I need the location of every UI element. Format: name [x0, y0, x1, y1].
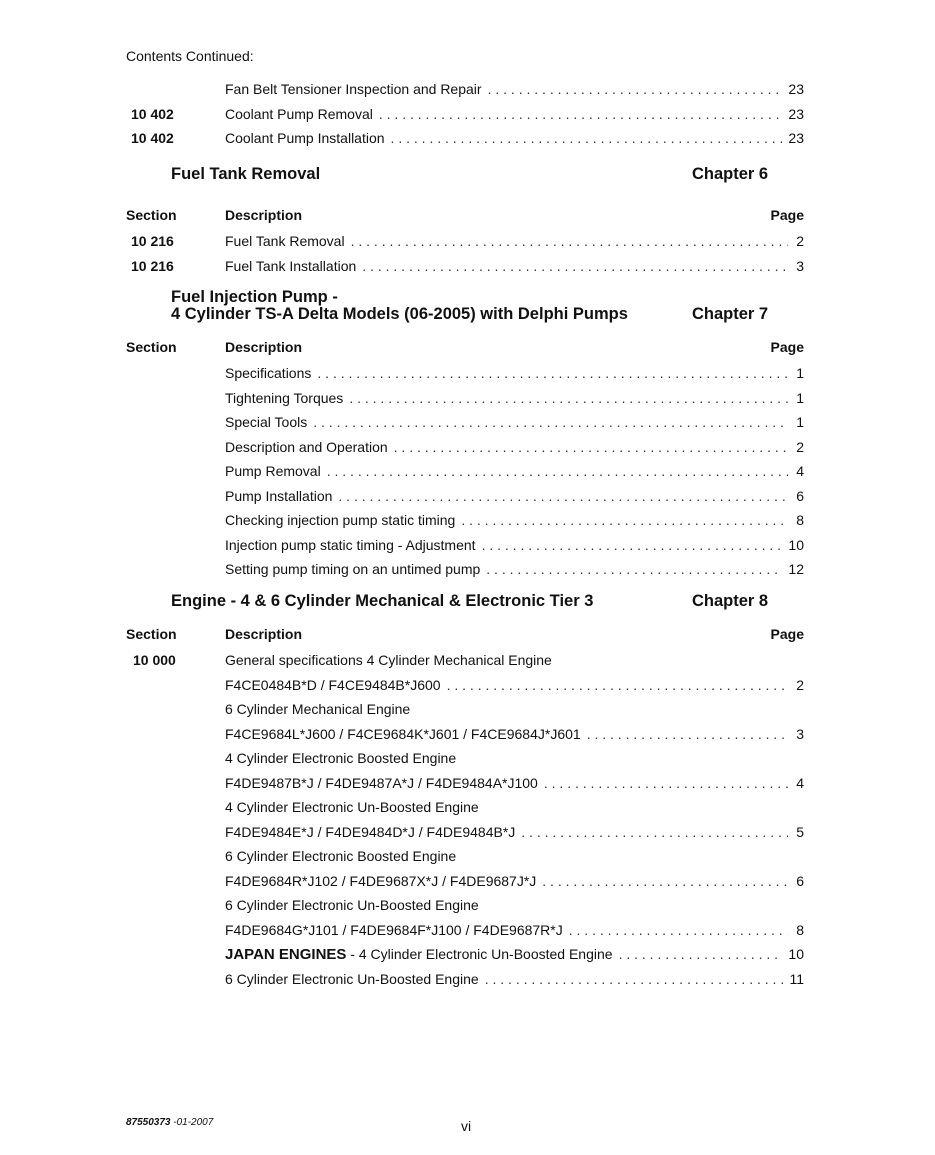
toc-row[interactable] [126, 773, 804, 793]
toc-row[interactable] [126, 822, 804, 842]
toc-description: F4DE9484E*J / F4DE9484D*J / F4DE9484B*J [225, 824, 516, 840]
chapter-7-label: Chapter 7 [692, 305, 769, 323]
page-number: 10 [788, 537, 804, 553]
column-header [126, 626, 804, 646]
column-header [126, 339, 804, 359]
toc-description: Setting pump timing on an untimed pump [225, 561, 481, 577]
toc-row[interactable] [126, 486, 804, 506]
toc-description: Coolant Pump Installation [225, 130, 385, 146]
leader-dots [569, 920, 788, 940]
toc-row[interactable] [126, 388, 804, 408]
japan-engines-description: - 4 Cylinder Electronic Un-Boosted Engine [346, 946, 613, 962]
page-number: 4 [796, 463, 804, 479]
page-number: 23 [788, 81, 804, 97]
toc-description [225, 944, 613, 965]
leader-dots [447, 675, 788, 695]
leader-dots [521, 822, 788, 842]
leader-dots [486, 559, 782, 579]
leader-dots [338, 486, 788, 506]
toc-description: Fuel Tank Installation [225, 258, 357, 274]
page-number: 23 [788, 106, 804, 122]
description-column-header: Description [225, 207, 303, 223]
toc-row[interactable] [126, 461, 804, 481]
leader-dots [488, 79, 783, 99]
page-number: 1 [796, 365, 804, 381]
leader-dots [379, 104, 783, 124]
section-number: 10 216 [131, 258, 174, 274]
chapter-8-label: Chapter 8 [692, 592, 769, 610]
page-number: 6 [796, 488, 804, 504]
toc-row[interactable] [126, 650, 804, 670]
leader-dots [542, 871, 788, 891]
leader-dots [619, 944, 783, 964]
section-column-header: Section [126, 339, 177, 355]
toc-description: Tightening Torques [225, 390, 344, 406]
contents-continued-label: Contents Continued: [126, 48, 254, 64]
leader-dots [461, 510, 788, 530]
toc-description: 4 Cylinder Electronic Boosted Engine [225, 750, 457, 766]
toc-row[interactable] [126, 724, 804, 744]
toc-row[interactable] [126, 920, 804, 940]
toc-row[interactable] [126, 871, 804, 891]
toc-description: Fan Belt Tensioner Inspection and Repair [225, 81, 482, 97]
leader-dots [349, 388, 788, 408]
page-number: 2 [796, 677, 804, 693]
page-number: 2 [796, 439, 804, 455]
description-column-header: Description [225, 339, 303, 355]
toc-row[interactable] [126, 104, 804, 124]
page-number: 1 [796, 414, 804, 430]
toc-description: 6 Cylinder Mechanical Engine [225, 701, 411, 717]
toc-description: Specifications [225, 365, 312, 381]
toc-description: F4DE9684G*J101 / F4DE9684F*J100 / F4DE9687R*J [225, 922, 563, 938]
page-number: 10 [788, 946, 804, 962]
toc-description: 6 Cylinder Electronic Boosted Engine [225, 848, 457, 864]
toc-row[interactable] [126, 675, 804, 695]
toc-row[interactable] [126, 510, 804, 530]
page-number: 8 [796, 512, 804, 528]
japan-engines-label: JAPAN ENGINES [225, 946, 347, 963]
toc-description: Coolant Pump Removal [225, 106, 373, 122]
section-number: 10 402 [131, 106, 174, 122]
section-column-header: Section [126, 207, 177, 223]
page-number: 8 [796, 922, 804, 938]
doc-number: 87550373 [126, 1117, 171, 1128]
leader-dots [313, 412, 788, 432]
leader-dots [317, 363, 788, 383]
chapter-7-title-line2: 4 Cylinder TS-A Delta Models (06-2005) with Delphi Pumps [171, 305, 628, 323]
toc-description: General specifications 4 Cylinder Mechanical Engine [225, 652, 552, 668]
toc-row[interactable] [126, 559, 804, 579]
page-number: 3 [796, 726, 804, 742]
column-header [126, 207, 804, 227]
page-column-header: Page [770, 626, 804, 642]
page-number: 4 [796, 775, 804, 791]
leader-dots [587, 724, 788, 744]
chapter-6-title: Fuel Tank Removal [171, 165, 321, 183]
toc-description: F4DE9684R*J102 / F4DE9687X*J / F4DE9687J*J [225, 873, 537, 889]
toc-row[interactable] [126, 535, 804, 555]
leader-dots [351, 231, 788, 251]
leader-dots [482, 535, 783, 555]
leader-dots [391, 128, 783, 148]
toc-row[interactable] [126, 363, 804, 383]
chapter-7-title-line1: Fuel Injection Pump - [171, 288, 338, 306]
page-column-header: Page [770, 207, 804, 223]
description-column-header: Description [225, 626, 303, 642]
leader-dots [327, 461, 788, 481]
toc-description: Fuel Tank Removal [225, 233, 345, 249]
leader-dots [394, 437, 788, 457]
toc-description: Description and Operation [225, 439, 388, 455]
toc-description: 6 Cylinder Electronic Un-Boosted Engine [225, 971, 479, 987]
page-number: 5 [796, 824, 804, 840]
doc-date: -01-2007 [170, 1117, 214, 1128]
toc-row[interactable] [126, 437, 804, 457]
leader-dots [362, 256, 788, 276]
chapter-6-label: Chapter 6 [692, 165, 769, 183]
page-number: 11 [789, 971, 804, 987]
toc-row[interactable] [126, 699, 804, 719]
page-number: 23 [788, 130, 804, 146]
toc-row[interactable] [126, 748, 804, 768]
toc-description: Pump Installation [225, 488, 333, 504]
section-number: 10 402 [131, 130, 174, 146]
toc-row[interactable] [126, 256, 804, 276]
toc-description: F4CE9684L*J600 / F4CE9684K*J601 / F4CE9684J*J601 [225, 726, 581, 742]
page-number-footer: vi [461, 1118, 472, 1134]
section-number: 10 000 [133, 652, 176, 668]
toc-row[interactable] [126, 895, 804, 915]
page-number: 1 [796, 390, 804, 406]
section-number: 10 216 [131, 233, 174, 249]
page-column-header: Page [770, 339, 804, 355]
toc-description: Special Tools [225, 414, 308, 430]
page-number: 3 [796, 258, 804, 274]
section-column-header: Section [126, 626, 177, 642]
toc-row[interactable] [126, 412, 804, 432]
page-number: 2 [796, 233, 804, 249]
page-number: 12 [788, 561, 804, 577]
toc-description: Checking injection pump static timing [225, 512, 456, 528]
toc-row[interactable] [126, 128, 804, 148]
leader-dots [485, 969, 784, 989]
footer-doc-info [126, 1117, 213, 1128]
leader-dots [544, 773, 788, 793]
toc-row[interactable] [126, 944, 804, 964]
page-number: 6 [796, 873, 804, 889]
toc-row[interactable] [126, 846, 804, 866]
toc-row[interactable] [126, 231, 804, 251]
toc-description: 4 Cylinder Electronic Un-Boosted Engine [225, 799, 479, 815]
toc-description: F4CE0484B*D / F4CE9484B*J600 [225, 677, 441, 693]
toc-description: Pump Removal [225, 463, 321, 479]
toc-description: 6 Cylinder Electronic Un-Boosted Engine [225, 897, 479, 913]
chapter-8-title: Engine - 4 & 6 Cylinder Mechanical & Electronic Tier 3 [171, 592, 594, 610]
toc-row[interactable] [126, 797, 804, 817]
toc-row[interactable] [126, 969, 804, 989]
toc-row[interactable] [126, 79, 804, 99]
toc-description: Injection pump static timing - Adjustment [225, 537, 476, 553]
toc-description: F4DE9487B*J / F4DE9487A*J / F4DE9484A*J100 [225, 775, 538, 791]
